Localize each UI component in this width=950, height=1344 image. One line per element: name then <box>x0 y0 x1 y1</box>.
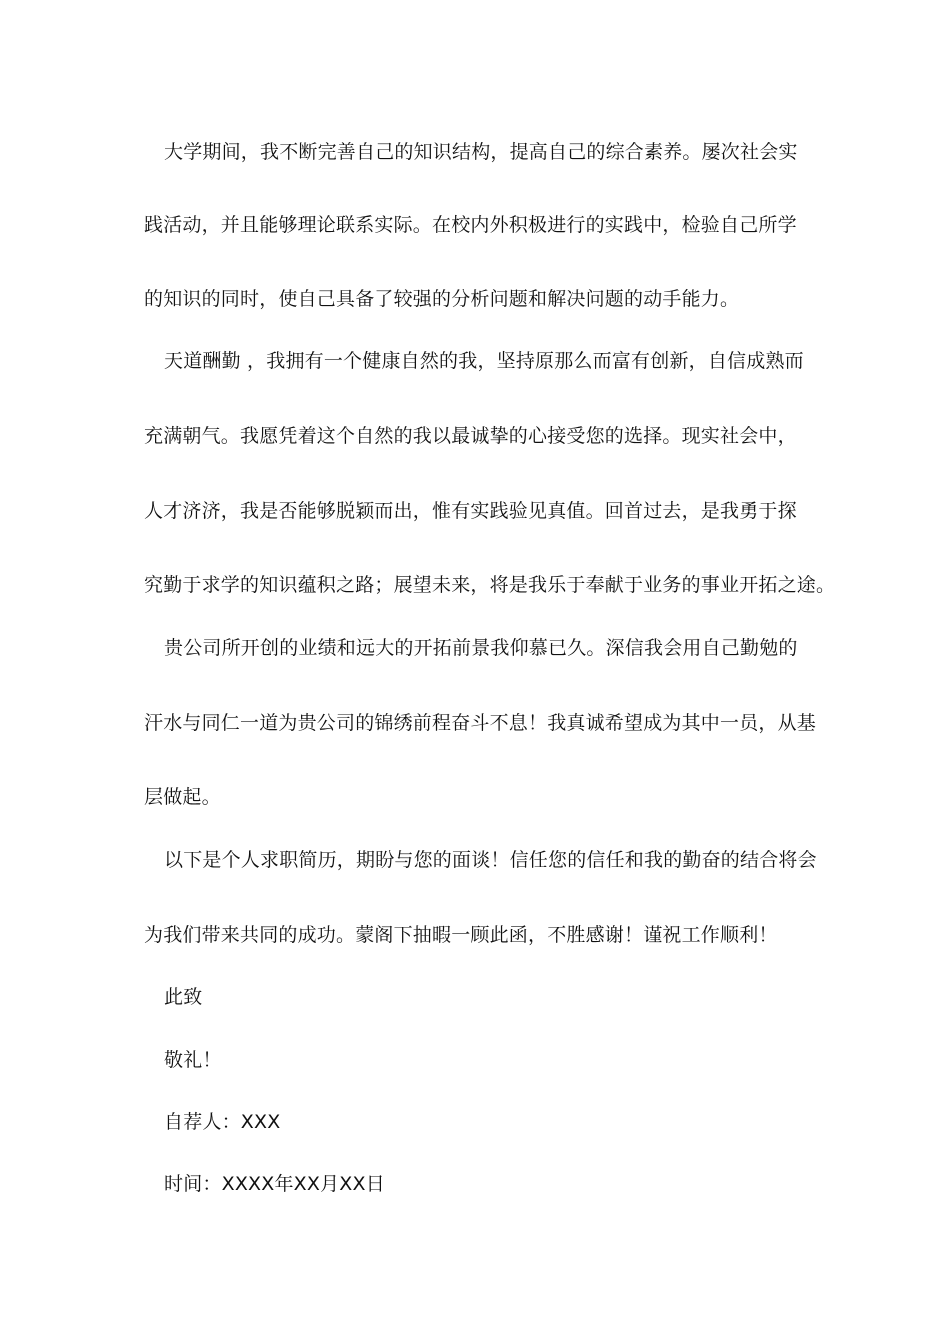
closing-salutation: 此致 <box>164 986 203 1008</box>
paragraph-2-line-4: 究勤于求学的知识蕴积之路；展望未来，将是我乐于奉献于业务的事业开拓之途。 <box>144 574 836 596</box>
paragraph-2-line-2: 充满朝气。我愿凭着这个自然的我以最诚挚的心接受您的选择。现实社会中， <box>144 425 797 447</box>
paragraph-1-line-3: 的知识的同时，使自己具备了较强的分析问题和解决问题的动手能力。 <box>144 288 740 310</box>
signature-line: 自荐人：XXX <box>164 1111 281 1133</box>
paragraph-2-line-1: 天道酬勤 ，我拥有一个健康自然的我，坚持原那么而富有创新，自信成熟而 <box>164 350 804 372</box>
paragraph-4-line-1: 以下是个人求职简历，期盼与您的面谈！信任您的信任和我的勤奋的结合将会 <box>164 849 817 871</box>
paragraph-3-line-1: 贵公司所开创的业绩和远大的开拓前景我仰慕已久。深信我会用自己勤勉的 <box>164 637 798 659</box>
paragraph-1-line-2: 践活动，并且能够理论联系实际。在校内外积极进行的实践中，检验自己所学 <box>144 214 797 236</box>
paragraph-3-line-2: 汗水与同仁一道为贵公司的锦绣前程奋斗不息！我真诚希望成为其中一员，从基 <box>144 712 817 734</box>
paragraph-2-line-3: 人才济济，我是否能够脱颖而出，惟有实践验见真值。回首过去，是我勇于探 <box>144 500 797 522</box>
date-line: 时间：XXXX年XX月XX日 <box>164 1173 385 1195</box>
paragraph-3-line-3: 层做起。 <box>144 786 221 808</box>
paragraph-1-line-1: 大学期间，我不断完善自己的知识结构，提高自己的综合素养。屡次社会实 <box>164 141 798 163</box>
closing-regards: 敬礼！ <box>164 1049 222 1071</box>
paragraph-4-line-2: 为我们带来共同的成功。蒙阁下抽暇一顾此函，不胜感谢！谨祝工作顺利！ <box>144 924 778 946</box>
